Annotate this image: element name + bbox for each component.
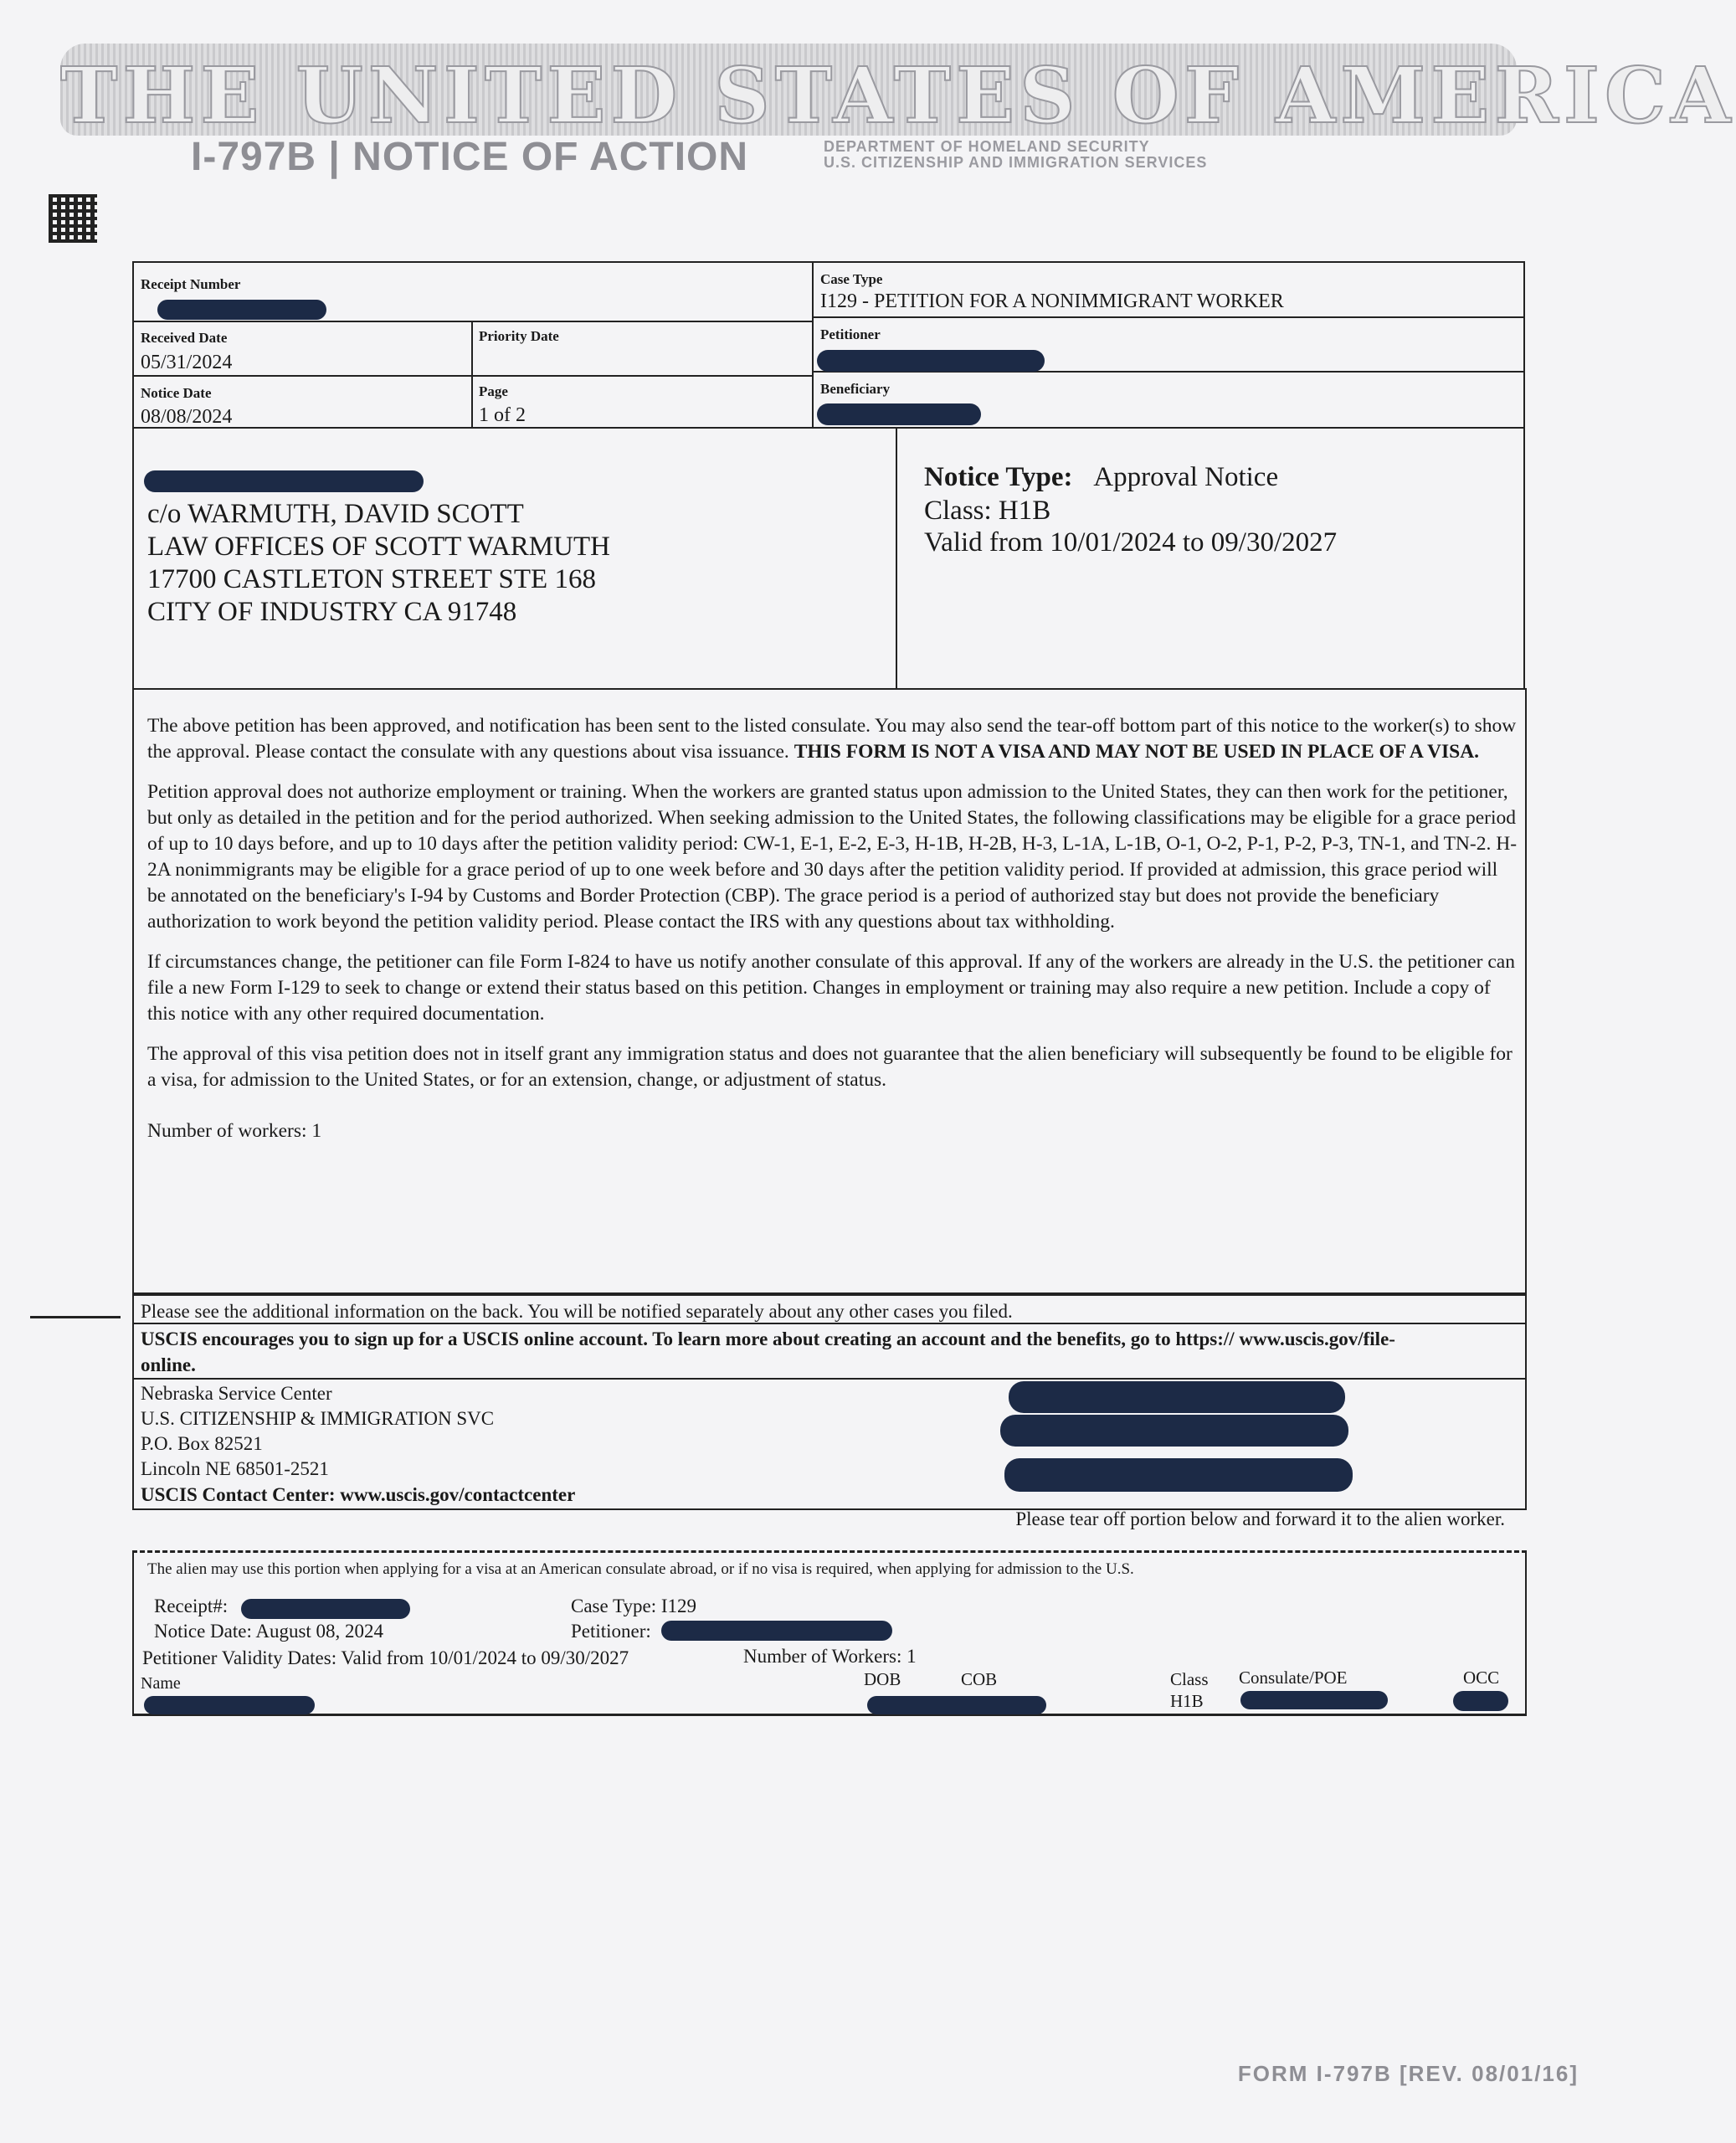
- usa-banner: [60, 44, 1736, 141]
- petitioner-label: Petitioner: [820, 326, 881, 342]
- address-line-3: 17700 CASTLETON STREET STE 168: [147, 564, 596, 594]
- paragraph-4: The approval of this visa petition does not in itself grant any immigration status and does not guarantee that the alien beneficiary will subsequently be found to be eligible for a visa, for admission to the United States, or for an extension, change, or adjustment of status.: [147, 1043, 1513, 1091]
- notice-date-value: 08/08/2024: [141, 406, 233, 428]
- redacted-tear-off-occ: [1453, 1691, 1508, 1711]
- notice-class: Class: H1B: [924, 496, 1051, 526]
- tear-off-occ-label: OCC: [1463, 1668, 1500, 1688]
- number-of-workers: Number of workers: 1: [147, 1120, 322, 1142]
- divider: [132, 1323, 1527, 1324]
- tear-off-dob-label: DOB: [864, 1669, 901, 1689]
- notice-valid: Valid from 10/01/2024 to 09/30/2027: [924, 527, 1338, 558]
- redacted-tear-off-receipt: [241, 1599, 410, 1619]
- form-revision-id: FORM I-797B [REV. 08/01/16]: [1237, 2061, 1579, 2086]
- paragraph-3: If circumstances change, the petitioner can file Form I-824 to have us notify another consulate of this approval. If any of the workers are already in the U.S. the petitioner can file a new Form I-129 to seek to change or extend their status based on this petition. Changes in employment or training may also require a new petition. Include a copy of this notice with any other required documentation.: [147, 951, 1515, 1025]
- notice-type-value: Approval Notice: [1093, 462, 1279, 492]
- redacted-tear-off-consulate: [1240, 1691, 1388, 1709]
- paragraph-2: Petition approval does not authorize employment or training. When the workers are granted status upon admission to the United States, they can then work for the petitioner, but only as detailed in the petition and for the period authorized. When seeking admission to the United States, the following classifications may be eligible for a grace period of up to 10 days before, and up to 10 days after the petition validity period: CW-1, E-1, E-2, E-3, H-1B, H-2B, H-3, L-1A, L-1B, O-1, O-2, P-1, P-2, P-3, TN-1, and TN-2. H-2A nonimmigrants may be eligible for a grace period of up to one week before and 30 days after the petition validity period. If provided at admission, this grace period will be annotated on the beneficiary's I-94 by Customs and Border Protection (CBP). The grace period is a period of authorized stay but does not provide the beneficiary authorization to work beyond the petition validity period. Please contact the IRS with any questions about tax withholding.: [147, 781, 1518, 933]
- tear-off-receipt-label: Receipt#:: [154, 1596, 229, 1616]
- redacted-recipient-name: [144, 470, 424, 492]
- tear-off-consulate-label: Consulate/POE: [1239, 1668, 1348, 1688]
- priority-date-label: Priority Date: [479, 328, 559, 344]
- service-center-line-3: P.O. Box 82521: [141, 1433, 263, 1454]
- redacted-tear-off-petitioner: [661, 1621, 892, 1641]
- divider: [471, 321, 473, 429]
- divider: [812, 261, 814, 429]
- paragraph-1-text: The above petition has been approved, and notification has been sent to the listed consulate. You may also send the tear-off bottom part of this notice to the worker(s) to show the approval. Please contact the consulate with any questions about visa issuance.: [147, 715, 1517, 763]
- case-type-label: Case Type: [820, 271, 883, 287]
- page-label: Page: [479, 383, 508, 399]
- redacted-tear-off-dob-cob: [867, 1696, 1046, 1714]
- received-date-label: Received Date: [141, 330, 228, 346]
- received-date-value: 05/31/2024: [141, 352, 233, 373]
- beneficiary-label: Beneficiary: [820, 381, 891, 397]
- dept-line-1: DEPARTMENT OF HOMELAND SECURITY: [824, 138, 1150, 155]
- body-text: [147, 713, 1520, 1159]
- service-center-line-2: U.S. CITIZENSHIP & IMMIGRATION SVC: [141, 1408, 495, 1429]
- divider: [812, 316, 1525, 318]
- dept-line-2: U.S. CITIZENSHIP AND IMMIGRATION SERVICES: [824, 154, 1208, 171]
- receipt-number-label: Receipt Number: [141, 276, 241, 292]
- tear-off-notice-date: Notice Date: August 08, 2024: [154, 1621, 384, 1642]
- service-center-line-4: Lincoln NE 68501-2521: [141, 1458, 329, 1479]
- redacted-barcode-2: [1000, 1415, 1348, 1447]
- page-value: 1 of 2: [479, 404, 526, 426]
- case-type-value: I129 - PETITION FOR A NONIMMIGRANT WORKER: [820, 290, 1284, 312]
- redacted-barcode-1: [1009, 1381, 1345, 1413]
- divider: [896, 427, 897, 690]
- paragraph-1: [147, 713, 1520, 765]
- tear-off-name-label: Name: [141, 1674, 181, 1693]
- tear-off-validity: Petitioner Validity Dates: Valid from 10/01/2024 to 09/30/2027: [142, 1647, 629, 1668]
- notice-type: [924, 460, 1278, 494]
- tear-off-number-workers: Number of Workers: 1: [743, 1646, 917, 1667]
- service-center-line-1: Nebraska Service Center: [141, 1383, 332, 1404]
- redacted-receipt-number: [157, 300, 326, 320]
- address-line-4: CITY OF INDUSTRY CA 91748: [147, 597, 517, 627]
- notice-type-label: Notice Type:: [924, 462, 1073, 492]
- notice-date-label: Notice Date: [141, 385, 212, 401]
- form-title: I-797B | NOTICE OF ACTION: [191, 135, 749, 179]
- additional-info-note: Please see the additional information on the back. You will be notified separately about any other cases you filed.: [141, 1301, 1013, 1322]
- address-line-2: LAW OFFICES OF SCOTT WARMUTH: [147, 532, 610, 562]
- banner-text: THE UNITED STATES OF AMERICA: [60, 50, 1736, 141]
- tear-off-intro: The alien may use this portion when applying for a visa at an American consulate abroad, or if no visa is required, when applying for admission to the U.S.: [147, 1560, 1134, 1578]
- redacted-beneficiary: [817, 403, 981, 425]
- redacted-tear-off-name: [144, 1696, 315, 1714]
- contact-center: USCIS Contact Center: www.uscis.gov/contactcenter: [141, 1484, 576, 1505]
- department-name: [824, 139, 1207, 171]
- margin-mark: [30, 1316, 121, 1318]
- paragraph-1-warning: THIS FORM IS NOT A VISA AND MAY NOT BE USED IN PLACE OF A VISA.: [794, 741, 1480, 763]
- redacted-petitioner: [817, 350, 1045, 372]
- tear-off-petitioner-label: Petitioner:: [571, 1621, 651, 1642]
- tear-off-case-type: Case Type: I129: [571, 1596, 696, 1616]
- redacted-barcode-3: [1004, 1458, 1353, 1492]
- tear-off-instruction: Please tear off portion below and forward it to the alien worker.: [1015, 1508, 1505, 1529]
- online-account-note: USCIS encourages you to sign up for a USCIS online account. To learn more about creating an account and the benefits, go to https:// www.uscis.gov/file-online.: [141, 1328, 1395, 1375]
- tear-off-cob-label: COB: [961, 1669, 998, 1689]
- tear-off-class-label: Class: [1170, 1669, 1209, 1689]
- qr-code-icon: [49, 194, 97, 243]
- address-line-1: c/o WARMUTH, DAVID SCOTT: [147, 499, 524, 529]
- tear-off-class-value: H1B: [1170, 1691, 1204, 1711]
